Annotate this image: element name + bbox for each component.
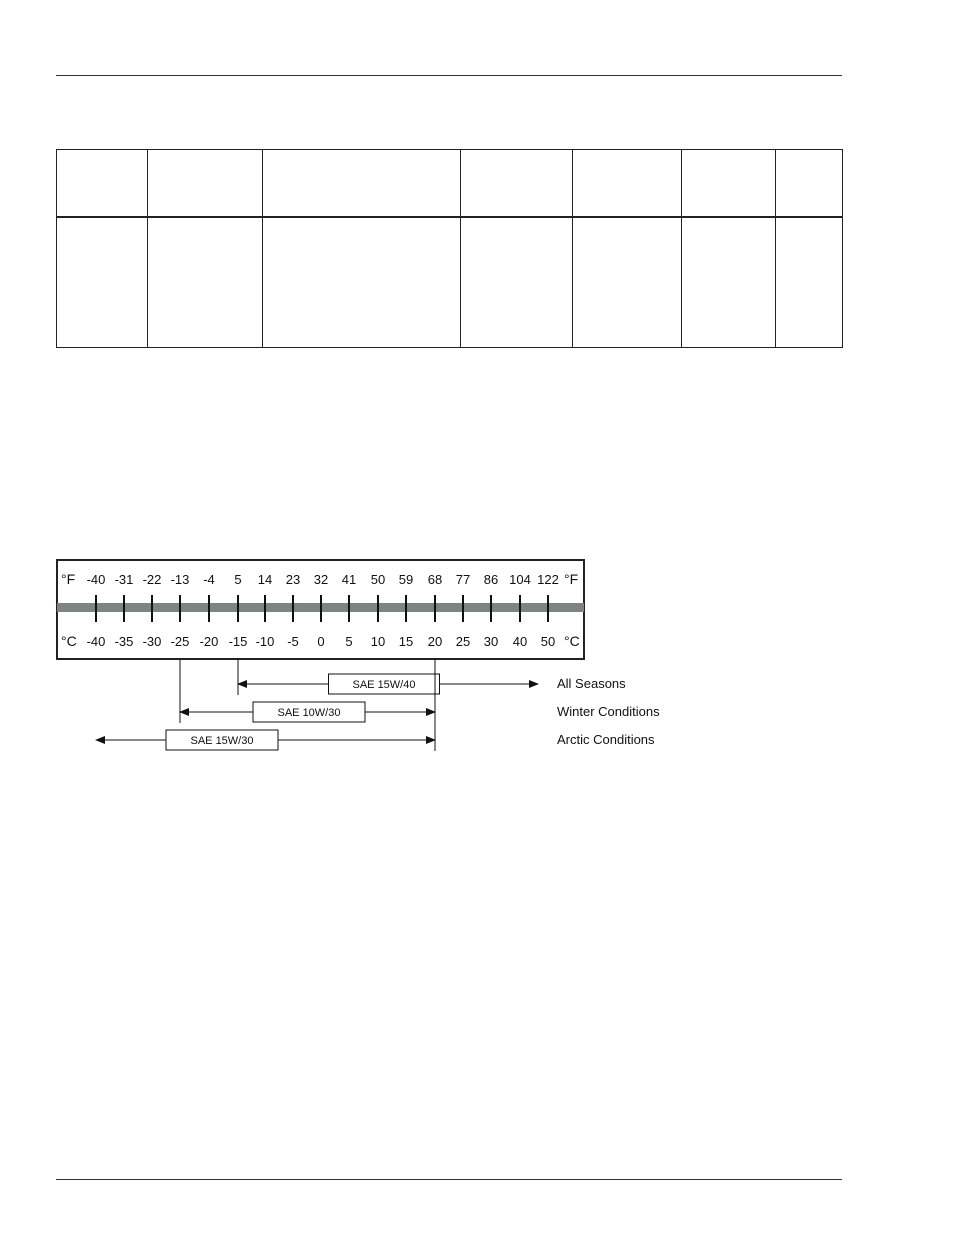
fahrenheit-tick-label: -4 [203,572,215,587]
fahrenheit-tick-label: -22 [142,572,162,587]
celsius-tick-label: 30 [483,634,499,649]
range-label: SAE 15W/30 [190,735,254,747]
fahrenheit-tick-label: 86 [483,572,499,587]
celsius-tick-label: -30 [142,634,162,649]
celsius-tick-label: -25 [170,634,190,649]
fahrenheit-tick-label: 122 [537,572,559,587]
fahrenheit-tick-label: 59 [398,572,414,587]
fahrenheit-tick-label: -31 [114,572,134,587]
range-label: SAE 10W/30 [277,707,341,719]
fahrenheit-tick-label: -13 [170,572,190,587]
celsius-tick-label: -40 [86,634,106,649]
fahrenheit-tick-label: 32 [313,572,329,587]
celsius-tick-label: 15 [398,634,414,649]
fahrenheit-tick-label: 14 [257,572,273,587]
fahrenheit-tick-label: 41 [341,572,357,587]
celsius-tick-label: -35 [114,634,134,649]
range-condition-label: Winter Conditions [557,704,660,719]
celsius-tick-label: -5 [287,634,299,649]
celsius-tick-label: 10 [370,634,386,649]
celsius-unit-right: °C [564,633,580,649]
celsius-tick-label: 5 [345,634,353,649]
fahrenheit-unit-left: °F [61,571,76,587]
celsius-tick-label: 20 [427,634,443,649]
celsius-unit-left: °C [61,633,77,649]
celsius-tick-label: 0 [317,634,325,649]
fahrenheit-tick-label: 77 [455,572,471,587]
range-condition-label: Arctic Conditions [557,732,655,747]
fahrenheit-tick-label: -40 [86,572,106,587]
celsius-tick-label: -10 [255,634,275,649]
fahrenheit-tick-label: 5 [234,572,242,587]
fahrenheit-tick-label: 104 [509,572,531,587]
fahrenheit-unit-right: °F [564,571,579,587]
fahrenheit-tick-label: 23 [285,572,301,587]
celsius-tick-label: 40 [512,634,528,649]
celsius-tick-label: -15 [228,634,248,649]
footer-rule [56,1179,842,1180]
celsius-tick-label: -20 [199,634,219,649]
celsius-tick-label: 25 [455,634,471,649]
fahrenheit-tick-label: 50 [370,572,386,587]
fahrenheit-tick-label: 68 [427,572,443,587]
range-label: SAE 15W/40 [352,679,416,691]
celsius-tick-label: 50 [540,634,556,649]
range-condition-label: All Seasons [557,676,626,691]
